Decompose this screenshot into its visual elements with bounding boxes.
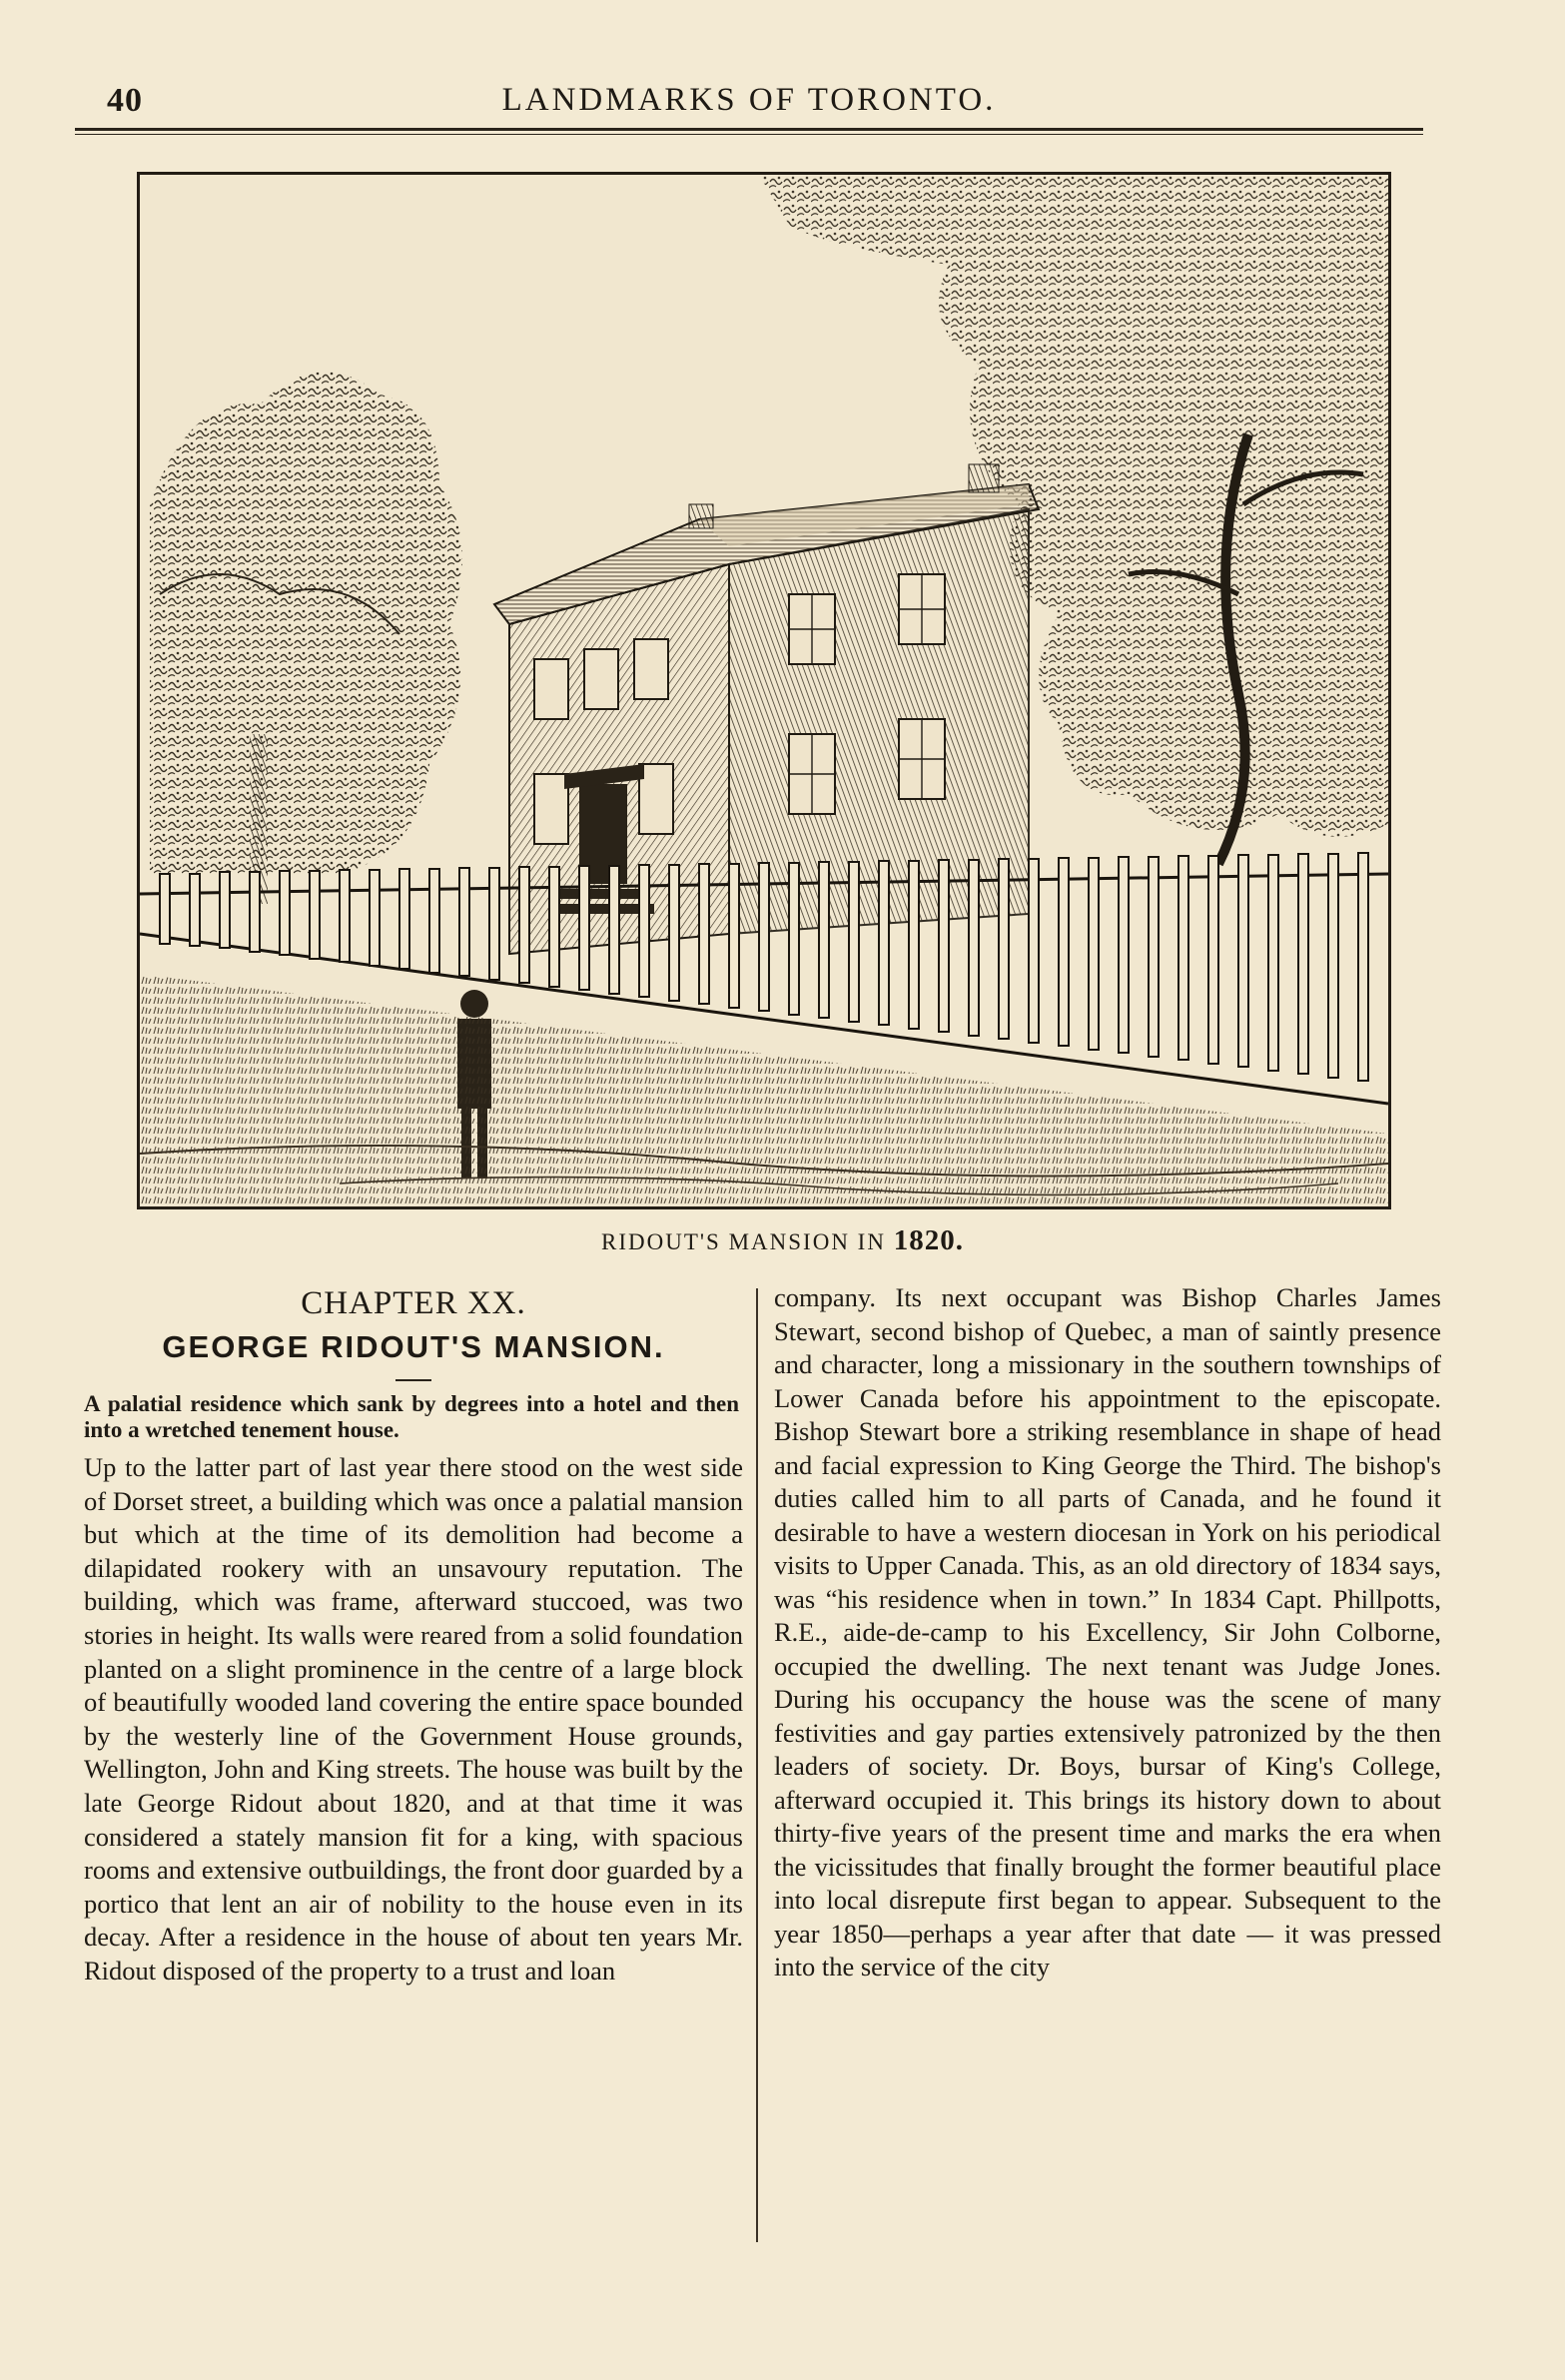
right-column-text: company. Its next occupant was Bishop Charles James Stewart, second bishop of Quebec, a man of saintly presence and character, long a missionary in the southern townships of Lower Canada before his appointment to the episcopate. Bishop Stewart bore a striking resemblance in shape of head and facial expression to King George the Third. The bishop's duties called him to all parts of Canada, and he found it desirable to have a western diocesan in York on his periodical visits to Upper Canada. This, as an old directory of 1834 says, was “his residence when in town.” In 1834 Capt. Phillpotts, R.E., aide-de-camp to his Excellency, Sir John Colborne, occupied the dwelling. The next tenant was Judge Jones. During his occupancy the house was the scene of many festivities and gay parties extensively patronized by the then leaders of society. Dr. Boys, bursar of King's College, afterward occupied it. This brings its history down to about thirty-five years of the present time and marks the era when the vicissitudes that finally brought the former beautiful place into local disrepute first began to appear. Subsequent to the year 1850—perhaps a year after that date — it was pressed into the service of the city	[774, 1282, 1441, 1982]
caption-text: RIDOUT'S MANSION IN	[601, 1229, 886, 1254]
column-divider	[756, 1288, 758, 2242]
running-title: LANDMARKS OF TORONTO.	[501, 82, 997, 118]
caption-year: 1820.	[893, 1224, 964, 1256]
illustration-caption	[0, 1224, 1565, 1257]
chapter-number: CHAPTER XX.	[301, 1285, 526, 1321]
page-number: 40	[107, 82, 143, 119]
mansion-engraving-drawing	[140, 175, 1388, 1206]
left-column-text: Up to the latter part of last year there stood on the west side of Dorset street, a building which was once a palatial mansion but which at the time of its demolition had become a dilapidated rookery with an unsavoury reputation. The building, which was frame, afterward stuccoed, was two stories in height. Its walls were reared from a solid foundation planted on a slight prominence in the centre of a large block of beautifully wooded land covering the entire space bounded by the westerly line of the Government House grounds, Wellington, John and King streets. The house was built by the late George Ridout about 1820, and at that time it was considered a stately mansion fit for a king, with spacious rooms and extensive outbuildings, the front door guarded by a portico that lent an air of nobility to the house even in its decay. After a residence in the house of about ten years Mr. Ridout disposed of the property to a trust and loan	[84, 1452, 743, 1985]
chapter-summary: A palatial residence which sank by degrees into a hotel and then into a wretched tenement house.	[84, 1391, 739, 1442]
right-column	[774, 1281, 1441, 1984]
chapter-title: GEORGE RIDOUT'S MANSION.	[162, 1329, 665, 1364]
running-head	[75, 82, 1423, 126]
header-rule	[75, 128, 1423, 131]
chapter-rule	[395, 1379, 431, 1381]
header-rule-thin	[75, 134, 1423, 135]
left-column	[84, 1281, 743, 1988]
mansion-engraving	[137, 172, 1391, 1209]
